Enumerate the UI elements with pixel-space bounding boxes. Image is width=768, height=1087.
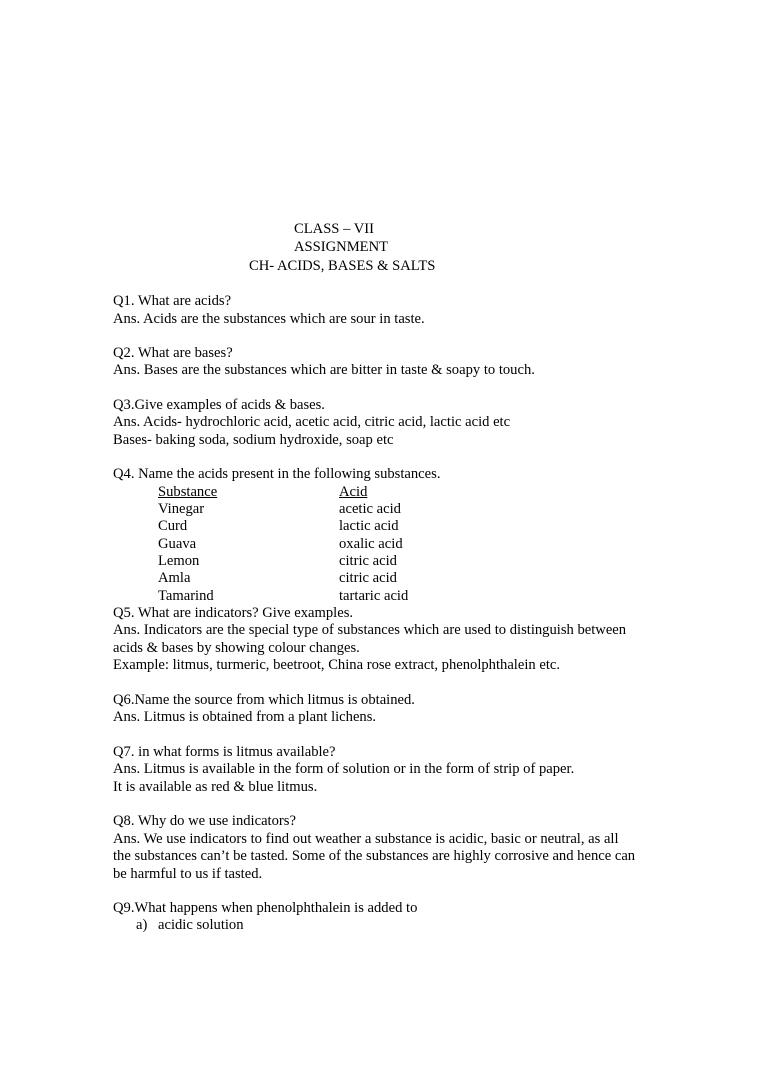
table-cell-acid: acetic acid [339, 501, 401, 517]
assignment-heading: ASSIGNMENT [294, 239, 389, 255]
q7-question: Q7. in what forms is litmus available? [113, 744, 336, 760]
q5-answer-line-1: Ans. Indicators are the special type of substances which are used to distinguish between [113, 622, 627, 638]
q9-option-a-text: acidic solution [158, 917, 244, 933]
table-header-acid: Acid [339, 484, 368, 500]
table-cell-acid: citric acid [339, 553, 397, 569]
q9-question: Q9.What happens when phenolphthalein is added to [113, 900, 418, 916]
q8-answer-line-2: the substances can’t be tasted. Some of the substances are highly corrosive and hence can [113, 848, 636, 864]
q6-answer: Ans. Litmus is obtained from a plant lichens. [113, 709, 377, 725]
table-cell-acid: oxalic acid [339, 536, 403, 552]
table-cell-substance: Curd [158, 518, 188, 534]
q1-answer: Ans. Acids are the substances which are sour in taste. [113, 311, 425, 327]
q3-question: Q3.Give examples of acids & bases. [113, 397, 325, 413]
q8-answer-line-3: be harmful to us if tasted. [113, 866, 263, 882]
table-cell-substance: Lemon [158, 553, 200, 569]
q8-question: Q8. Why do we use indicators? [113, 813, 296, 829]
table-cell-acid: lactic acid [339, 518, 399, 534]
q1-question: Q1. What are acids? [113, 293, 232, 309]
table-cell-acid: tartaric acid [339, 588, 409, 604]
table-cell-substance: Guava [158, 536, 197, 552]
q7-answer-line-1: Ans. Litmus is available in the form of solution or in the form of strip of paper. [113, 761, 575, 777]
q3-answer-line-1: Ans. Acids- hydrochloric acid, acetic acid, citric acid, lactic acid etc [113, 414, 511, 430]
table-cell-acid: citric acid [339, 570, 397, 586]
chapter-heading: CH- ACIDS, BASES & SALTS [249, 258, 436, 274]
table-cell-substance: Amla [158, 570, 191, 586]
q5-question: Q5. What are indicators? Give examples. [113, 605, 354, 621]
table-header-substance: Substance [158, 484, 218, 500]
q2-question: Q2. What are bases? [113, 345, 233, 361]
q4-question: Q4. Name the acids present in the following substances. [113, 466, 441, 482]
q8-answer-line-1: Ans. We use indicators to find out weather a substance is acidic, basic or neutral, as all [113, 831, 619, 847]
class-heading: CLASS – VII [294, 221, 375, 237]
q9-option-a-marker: a) [136, 917, 148, 933]
q2-answer: Ans. Bases are the substances which are bitter in taste & soapy to touch. [113, 362, 535, 378]
q5-answer-line-2: acids & bases by showing colour changes. [113, 640, 360, 656]
table-cell-substance: Vinegar [158, 501, 205, 517]
q6-question: Q6.Name the source from which litmus is obtained. [113, 692, 415, 708]
table-cell-substance: Tamarind [158, 588, 214, 604]
q3-answer-line-2: Bases- baking soda, sodium hydroxide, soap etc [113, 432, 394, 448]
q7-answer-line-2: It is available as red & blue litmus. [113, 779, 318, 795]
q5-answer-line-3: Example: litmus, turmeric, beetroot, China rose extract, phenolphthalein etc. [113, 657, 560, 673]
